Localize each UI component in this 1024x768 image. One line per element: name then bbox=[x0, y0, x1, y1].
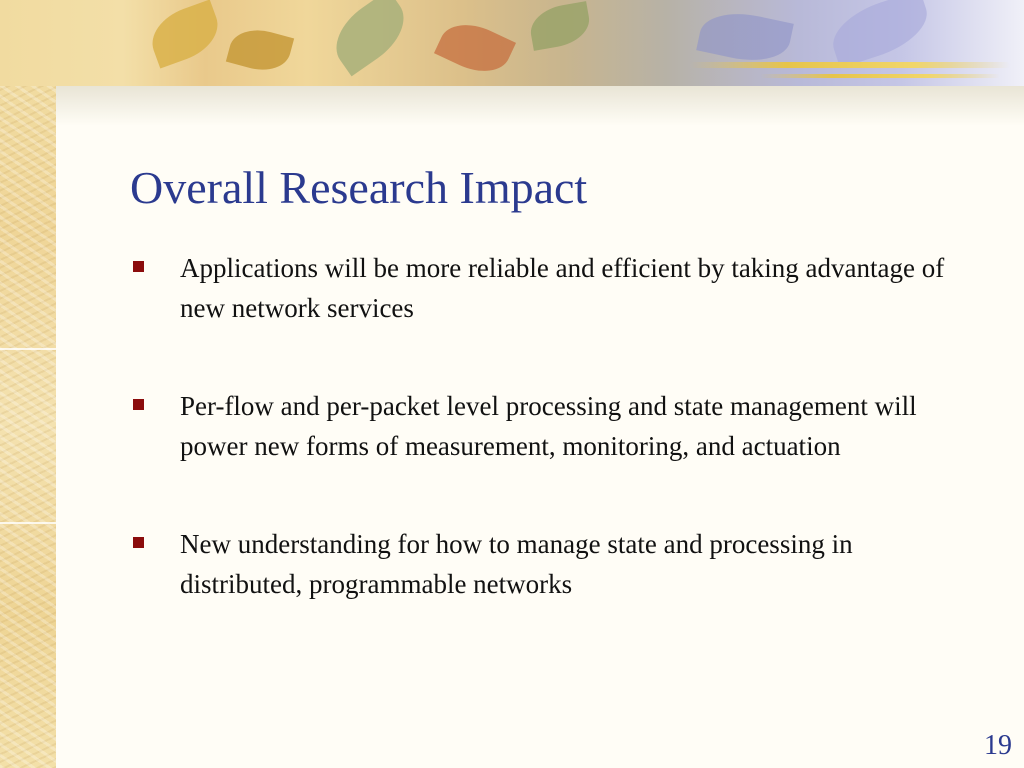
water-shape bbox=[696, 5, 794, 69]
leaf-shape bbox=[226, 23, 294, 77]
bullet-item bbox=[130, 386, 980, 466]
water-shape bbox=[825, 0, 936, 68]
slide-title: Overall Research Impact bbox=[130, 162, 588, 213]
left-decorative-strip bbox=[0, 0, 56, 768]
band-shadow bbox=[56, 86, 1024, 126]
bullet-text: Per-flow and per-packet level processing and state management will power new forms of measurement, monitoring, and actuation bbox=[180, 391, 917, 461]
bullet-text: Applications will be more reliable and efficient by taking advantage of new network services bbox=[180, 253, 945, 323]
square-bullet-icon bbox=[133, 399, 144, 410]
square-bullet-icon bbox=[133, 261, 144, 272]
bullet-item bbox=[130, 524, 980, 604]
slide-number: 19 bbox=[984, 730, 1012, 761]
bullet-list bbox=[130, 248, 980, 604]
strip-seam bbox=[0, 522, 56, 524]
leaf-shape bbox=[527, 1, 593, 51]
leaf-shape bbox=[434, 13, 516, 82]
leaf-shape bbox=[323, 0, 417, 76]
bullet-text: New understanding for how to manage state and processing in distributed, programmable networks bbox=[180, 529, 853, 599]
gold-streak bbox=[760, 74, 1000, 78]
leaf-shape bbox=[144, 0, 226, 69]
gold-streak bbox=[690, 62, 1010, 68]
strip-seam bbox=[0, 348, 56, 350]
bullet-item bbox=[130, 248, 980, 328]
square-bullet-icon bbox=[133, 537, 144, 548]
top-decorative-band bbox=[0, 0, 1024, 86]
